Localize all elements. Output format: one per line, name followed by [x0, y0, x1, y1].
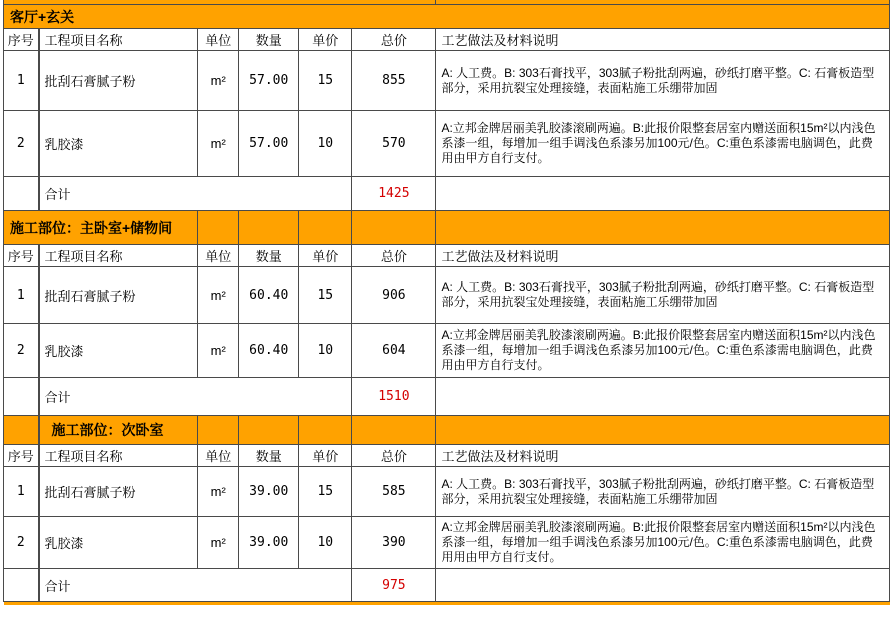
section-total-value: 1425	[352, 177, 436, 211]
col-header-qty: 数量	[239, 445, 299, 467]
section-total-value: 1510	[352, 378, 436, 416]
row-unit: m²	[198, 267, 239, 324]
row-item-name: 批刮石膏腻子粉	[39, 267, 198, 324]
col-header-desc: 工艺做法及材料说明	[436, 245, 890, 267]
row-no: 1	[4, 51, 39, 111]
section-1-header-row	[4, 5, 890, 29]
row-unit-price: 15	[299, 267, 352, 324]
table-row	[4, 517, 890, 569]
row-item-name: 乳胶漆	[39, 324, 198, 378]
empty-orange-cell	[198, 211, 239, 245]
section-1-column-header-row	[4, 29, 890, 51]
bottom-strip-cell	[4, 602, 890, 606]
col-header-qty: 数量	[239, 29, 299, 51]
total-label: 合计	[39, 177, 352, 211]
col-header-name: 工程项目名称	[39, 29, 198, 51]
quotation-table	[3, 0, 890, 605]
section-1-total-row	[4, 177, 890, 211]
row-total: 390	[352, 517, 436, 569]
empty-cell	[436, 177, 890, 211]
section-3-title: 施工部位：次卧室	[39, 416, 198, 445]
row-no: 1	[4, 267, 39, 324]
section-2-column-header-row	[4, 245, 890, 267]
col-header-unit-price: 单价	[299, 29, 352, 51]
col-header-unit-price: 单价	[299, 445, 352, 467]
col-header-unit: 单位	[198, 245, 239, 267]
col-header-total: 总价	[352, 29, 436, 51]
row-total: 585	[352, 467, 436, 517]
empty-orange-cell	[436, 211, 890, 245]
col-header-desc: 工艺做法及材料说明	[436, 445, 890, 467]
row-item-name: 乳胶漆	[39, 111, 198, 177]
row-unit: m²	[198, 324, 239, 378]
row-qty: 57.00	[239, 51, 299, 111]
col-header-no: 序号	[4, 445, 39, 467]
row-total: 570	[352, 111, 436, 177]
empty-cell	[4, 569, 39, 602]
row-unit: m²	[198, 467, 239, 517]
row-unit-price: 10	[299, 111, 352, 177]
row-item-name: 乳胶漆	[39, 517, 198, 569]
row-no: 1	[4, 467, 39, 517]
empty-orange-cell	[4, 416, 39, 445]
empty-orange-cell	[239, 211, 299, 245]
empty-cell	[4, 378, 39, 416]
table-row	[4, 111, 890, 177]
empty-orange-cell	[299, 416, 352, 445]
row-description: A:立邦金牌居丽美乳胶漆滚刷两遍。B:此报价限整套居室内赠送面积15m²以内浅色系漆一组，每增加一组手调浅色系漆另加100元/色。C:重色系漆需电脑调色，此费用由甲方自行支付。	[436, 111, 890, 177]
row-unit: m²	[198, 517, 239, 569]
section-2-title: 施工部位：主卧室+储物间	[4, 211, 198, 245]
col-header-name: 工程项目名称	[39, 245, 198, 267]
col-header-total: 总价	[352, 445, 436, 467]
row-qty: 57.00	[239, 111, 299, 177]
empty-orange-cell	[198, 416, 239, 445]
row-unit: m²	[198, 111, 239, 177]
section-3-header-row	[4, 416, 890, 445]
section-3-total-row	[4, 569, 890, 602]
row-unit-price: 10	[299, 324, 352, 378]
col-header-desc: 工艺做法及材料说明	[436, 29, 890, 51]
row-description: A: 人工费。B: 303石膏找平，303腻子粉批刮两遍，砂纸打磨平整。C: 石膏板造型部分，采用抗裂宝处理接缝，表面粘施工乐绷带加固	[436, 267, 890, 324]
col-header-unit-price: 单价	[299, 245, 352, 267]
bottom-cropped-orange-row	[4, 602, 890, 606]
empty-cell	[4, 177, 39, 211]
col-header-name: 工程项目名称	[39, 445, 198, 467]
row-description: A:立邦金牌居丽美乳胶漆滚刷两遍。B:此报价限整套居室内赠送面积15m²以内浅色系漆一组，每增加一组手调浅色系漆另加100元/色。C:重色系漆需电脑调色，此费用由甲方自行支付。	[436, 324, 890, 378]
col-header-qty: 数量	[239, 245, 299, 267]
section-2-header-row	[4, 211, 890, 245]
row-qty: 39.00	[239, 517, 299, 569]
col-header-no: 序号	[4, 29, 39, 51]
table-row	[4, 467, 890, 517]
empty-orange-cell	[299, 211, 352, 245]
total-label: 合计	[39, 569, 352, 602]
row-total: 906	[352, 267, 436, 324]
row-unit-price: 15	[299, 51, 352, 111]
row-no: 2	[4, 111, 39, 177]
empty-cell	[436, 378, 890, 416]
col-header-no: 序号	[4, 245, 39, 267]
row-item-name: 批刮石膏腻子粉	[39, 51, 198, 111]
row-item-name: 批刮石膏腻子粉	[39, 467, 198, 517]
empty-orange-cell	[436, 416, 890, 445]
col-header-unit: 单位	[198, 445, 239, 467]
col-header-unit: 单位	[198, 29, 239, 51]
empty-orange-cell	[352, 416, 436, 445]
row-unit-price: 15	[299, 467, 352, 517]
section-total-value: 975	[352, 569, 436, 602]
section-2-total-row	[4, 378, 890, 416]
empty-cell	[436, 569, 890, 602]
row-unit: m²	[198, 51, 239, 111]
empty-orange-cell	[239, 416, 299, 445]
section-1-title: 客厅+玄关	[4, 5, 890, 29]
row-qty: 39.00	[239, 467, 299, 517]
row-total: 855	[352, 51, 436, 111]
col-header-total: 总价	[352, 245, 436, 267]
total-label: 合计	[39, 378, 352, 416]
row-qty: 60.40	[239, 324, 299, 378]
row-unit-price: 10	[299, 517, 352, 569]
table-row	[4, 51, 890, 111]
table-row	[4, 324, 890, 378]
row-total: 604	[352, 324, 436, 378]
row-description: A: 人工费。B: 303石膏找平，303腻子粉批刮两遍，砂纸打磨平整。C: 石膏板造型部分，采用抗裂宝处理接缝，表面粘施工乐绷带加固	[436, 51, 890, 111]
row-description: A: 人工费。B: 303石膏找平，303腻子粉批刮两遍，砂纸打磨平整。C: 石膏板造型部分，采用抗裂宝处理接缝，表面粘施工乐绷带加固	[436, 467, 890, 517]
row-no: 2	[4, 517, 39, 569]
row-qty: 60.40	[239, 267, 299, 324]
row-no: 2	[4, 324, 39, 378]
row-description: A:立邦金牌居丽美乳胶漆滚刷两遍。B:此报价限整套居室内赠送面积15m²以内浅色系漆一组，每增加一组手调浅色系漆另加100元/色。C:重色系漆需电脑调色，此费用用由甲方自行支付。	[436, 517, 890, 569]
empty-orange-cell	[352, 211, 436, 245]
table-row	[4, 267, 890, 324]
section-3-column-header-row	[4, 445, 890, 467]
